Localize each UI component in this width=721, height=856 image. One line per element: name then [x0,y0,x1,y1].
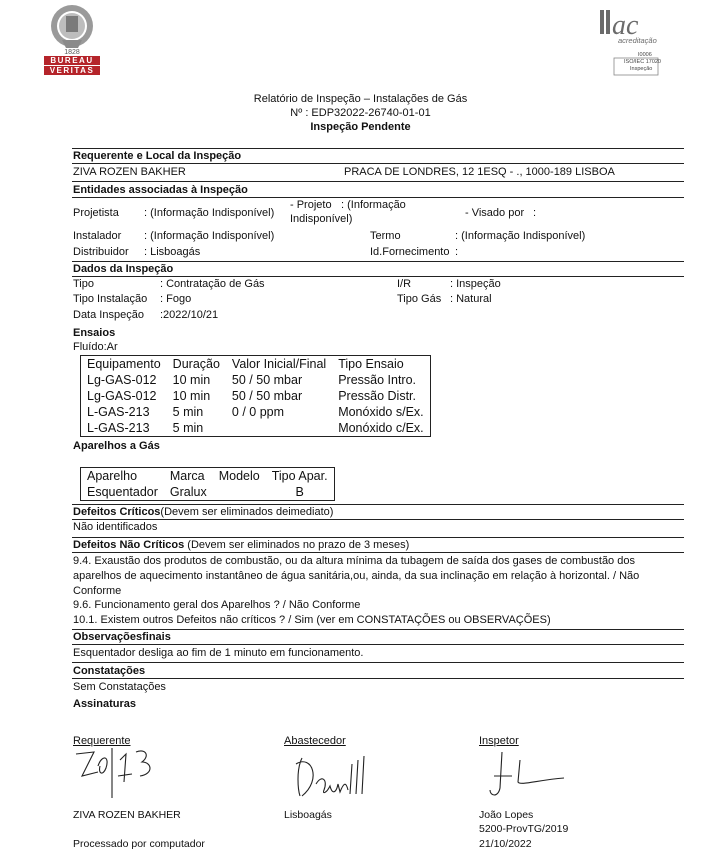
section-heading-entities: Entidades associadas à Inspeção [73,184,248,196]
ipac-sub: acreditação [618,36,657,45]
table-row [81,372,431,388]
table-cell: L-GAS-213 [87,405,150,419]
visado-value: : [533,207,537,219]
projeto-value: : (Informação [341,199,406,211]
divider [72,261,684,262]
table-cell: B [295,485,304,499]
data-label: Data Inspeção [73,309,144,321]
noncritical-line: Conforme [73,585,122,597]
divider [72,519,684,520]
bureau-veritas-logo [44,4,100,76]
table-cell: Pressão Intro. [338,373,417,387]
svg-text:ac: ac [612,10,639,41]
requester-address: PRACA DE LONDRES, 12 1ESQ - ., 1000-189 LISBOA [344,166,615,178]
table-cell: 50 / 50 mbar [231,373,303,387]
divider [72,276,684,277]
bureau-veritas-seal-icon [44,4,100,56]
noncritical-line: aparelhos de aquecimento instantâneo de água sanitária,ou, ainda, da sua inclinação em relação à horizontal. / Não [73,570,640,582]
divider [72,552,684,553]
column-header: Tipo Ensaio [338,357,404,371]
divider [72,148,684,149]
critical-heading-line [73,506,333,518]
ir-label: I/R [397,278,412,290]
gas-label: Tipo Gás [397,293,442,305]
tests-table [80,355,431,437]
fornecimento-label: Id.Fornecimento [370,246,450,258]
column-header: Tipo Apar. [271,469,328,483]
section-heading-inspection: Dados da Inspeção [73,263,174,275]
report-number: Nº : EDP32022-26740-01-01 [290,107,431,119]
data-value: :2022/10/21 [160,309,219,321]
distribuidor-value: : Lisboagás [144,246,201,258]
bv-band-top: BUREAU [44,56,100,65]
findings-text: Sem Constatações [73,681,166,693]
noncritical-line: 10.1. Existem outros Defeitos não críticos ? / Sim (ver em CONSTATAÇÕES ou OBSERVAÇÕES) [73,614,551,626]
projetista-value: : (Informação Indisponível) [144,207,275,219]
tipo-value: : Contratação de Gás [160,278,265,290]
ipac-iso: ISO/IEC 17020 [624,59,661,65]
table-cell: Lg-GAS-012 [87,389,157,403]
instalador-label: Instalador [73,230,122,242]
table-cell: 10 min [172,373,211,387]
tests-fluid: Fluído:Ar [73,341,118,353]
divider [72,537,684,538]
divider [72,678,684,679]
ipac-code: I0006 [638,52,652,58]
signature-label-inspector: Inspetor [479,735,519,747]
inspector-id: 5200-ProvTG/2019 [479,823,569,835]
table-row [81,404,431,420]
table-row [81,484,335,501]
ir-value: : Inspeção [450,278,501,290]
section-heading-signatures: Assinaturas [73,698,136,710]
column-header: Modelo [218,469,260,483]
appliances-table [80,467,335,501]
projeto-value-2: Indisponível) [290,213,353,225]
noncritical-heading-line [73,539,409,551]
requester-name: ZIVA ROZEN BAKHER [73,166,186,178]
instalacao-label: Tipo Instalação [73,293,148,305]
divider [72,163,684,164]
divider [72,662,684,663]
table-cell: L-GAS-213 [87,421,150,435]
divider [72,504,684,505]
projetista-label: Projetista [73,207,119,219]
projeto-label: - Projeto [290,199,332,211]
inspector-date: 21/10/2022 [479,838,532,850]
inspector-signature [484,750,574,806]
footer-note: Processado por computador [73,838,205,850]
table-cell: Gralux [169,485,207,499]
divider [72,644,684,645]
table-cell [213,484,266,501]
noncritical-line: 9.6. Funcionamento geral dos Aparelhos ? / Não Conforme [73,599,361,611]
table-header-row [81,356,431,373]
noncritical-note: (Devem ser eliminados no prazo de 3 meses) [184,539,410,551]
table-cell: Esquentador [87,485,158,499]
divider [72,629,684,630]
table-cell: 5 min [172,421,204,435]
table-header-row [81,468,335,485]
visado-label: - Visado por [465,207,525,219]
table-row [81,420,431,437]
fornecimento-value: : [455,246,459,258]
table-cell: 5 min [172,405,204,419]
table-cell: 0 / 0 ppm [231,405,285,419]
svg-text:1828: 1828 [64,49,80,56]
distribuidor-label: Distribuidor [73,246,129,258]
table-cell: Pressão Distr. [338,389,416,403]
table-cell: 10 min [172,389,211,403]
divider [72,197,684,198]
section-heading-critical: Defeitos Críticos [73,506,161,518]
table-cell: 50 / 50 mbar [231,389,303,403]
requester-signature [72,742,162,804]
table-cell [226,420,332,437]
table-cell: Lg-GAS-012 [87,373,157,387]
critical-text: Não identificados [73,521,158,533]
termo-value: : (Informação Indisponível) [455,230,586,242]
column-header: Aparelho [87,469,138,483]
critical-note: (Devem ser eliminados deimediato) [160,506,334,518]
ipac-logo [598,6,660,76]
column-header: Duração [172,357,220,371]
section-heading-findings: Constatações [73,665,146,677]
noncritical-line: 9.4. Exaustão dos produtos de combustão, ou da altura mínima da tubagem de saída dos gases de combustão dos [73,555,635,567]
divider [72,181,684,182]
report-title: Relatório de Inspeção – Instalações de Gás [253,93,468,105]
section-heading-noncritical: Defeitos Não Críticos [73,539,185,551]
signature-name-supplier: Lisboagás [284,809,332,821]
supplier-signature [292,750,382,806]
termo-label: Termo [370,230,401,242]
section-heading-appliances: Aparelhos a Gás [73,440,160,452]
tipo-label: Tipo [73,278,94,290]
table-cell: Monóxido s/Ex. [338,405,424,419]
instalacao-value: : Fogo [160,293,192,305]
section-heading-observations: Observaçõesfinais [73,631,171,643]
ipac-kind: Inspeção [630,66,653,72]
signature-label-supplier: Abastecedor [284,735,346,747]
column-header: Marca [169,469,205,483]
column-header: Equipamento [87,357,161,371]
table-cell: Monóxido c/Ex. [338,421,424,435]
signature-name-requester: ZIVA ROZEN BAKHER [73,809,181,821]
instalador-value: : (Informação Indisponível) [144,230,275,242]
gas-value: : Natural [450,293,492,305]
section-heading-tests: Ensaios [73,327,116,339]
section-heading-requester: Requerente e Local da Inspeção [73,150,242,162]
signature-label-requester: Requerente [73,735,131,747]
column-header: Valor Inicial/Final [231,357,327,371]
table-row [81,388,431,404]
bv-band-bottom: VERITAS [44,66,100,75]
observations-text: Esquentador desliga ao fim de 1 minuto em funcionamento. [73,647,364,659]
report-status: Inspeção Pendente [310,121,411,133]
signature-name-inspector: João Lopes [479,809,534,821]
